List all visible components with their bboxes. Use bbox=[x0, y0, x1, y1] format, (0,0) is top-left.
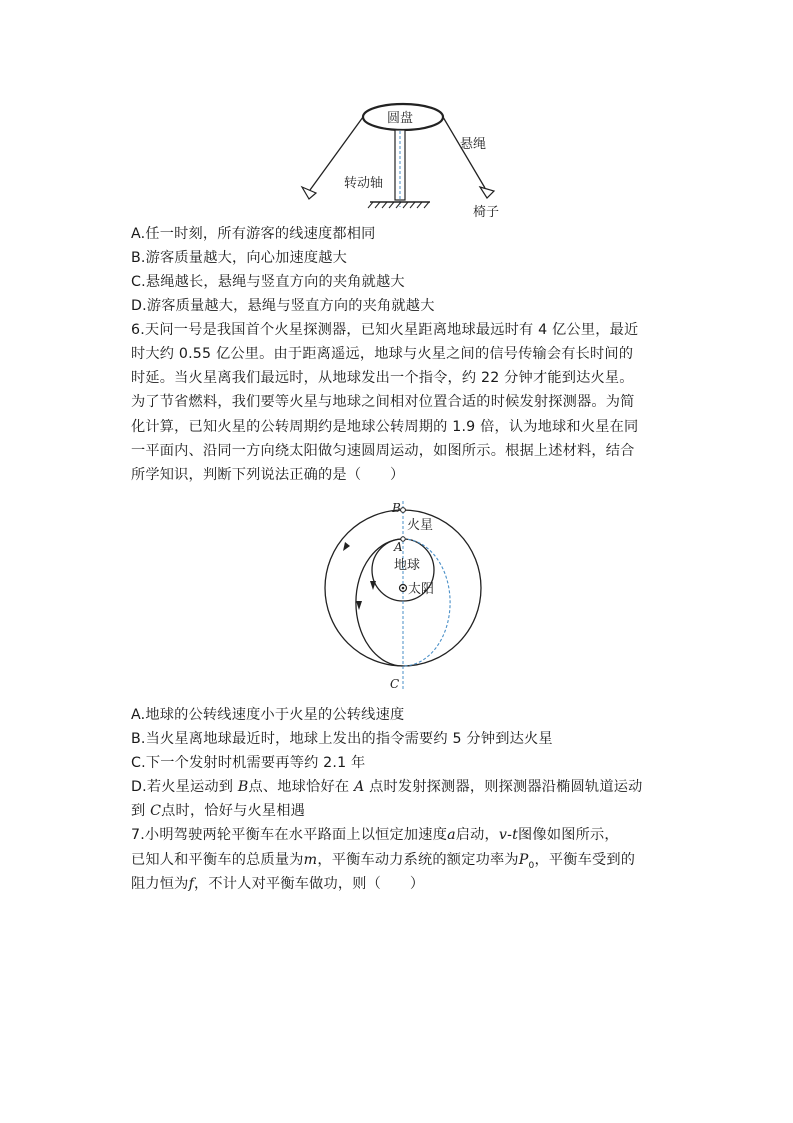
q7-var-vt: v-t bbox=[498, 827, 519, 843]
q6-option-d-text: 点时发射探测器，则探测器沿椭圆轨道运动 bbox=[364, 779, 643, 795]
q7-stem-line bbox=[131, 874, 424, 894]
q6-stem-line: 化计算，已知火星的公转周期约是地球公转周期的 1.9 倍，认为地球和火星在同 bbox=[131, 419, 639, 435]
q6-option-d-text: 到 bbox=[131, 803, 151, 819]
q6-option-d-var-c: C bbox=[150, 803, 162, 819]
axle bbox=[395, 130, 405, 200]
orbit-figure bbox=[318, 495, 498, 695]
right-chair bbox=[480, 187, 494, 198]
probe-direction-arrow bbox=[356, 601, 362, 610]
q6-stem-line: 一平面内、沿同一方向绕太阳做匀速圆周运动，如图所示。根据上述材料，结合 bbox=[131, 443, 635, 459]
q6-option-d-var-b: B bbox=[237, 779, 249, 795]
q6-option-d bbox=[131, 777, 642, 797]
sun-core bbox=[402, 587, 405, 590]
q6-stem-line: 时延。当火星离我们最远时，从地球发出一个指令，约 22 分钟才能到达火星。 bbox=[131, 370, 634, 386]
label-earth: 地球 bbox=[394, 558, 421, 573]
q5-option-a: A.任一时刻，所有游客的线速度都相同 bbox=[131, 226, 376, 242]
label-sun: 太阳 bbox=[408, 582, 435, 597]
q6-option-c: C.下一个发射时机需要再等约 2.1 年 bbox=[131, 755, 366, 771]
q7-text: 启动， bbox=[455, 827, 499, 843]
q7-var-a: a bbox=[447, 827, 456, 843]
q6-stem-line: 时大约 0.55 亿公里。由于距离遥远，地球与火星之间的信号传输会有长时间的 bbox=[131, 346, 634, 362]
label-a: A bbox=[394, 540, 403, 554]
q6-option-a: A.地球的公转线速度小于火星的公转线速度 bbox=[131, 707, 405, 723]
q7-text: 阻力恒为 bbox=[131, 876, 189, 892]
axle-label: 转动轴 bbox=[344, 176, 384, 191]
q7-stem-line bbox=[131, 825, 619, 845]
q6-option-b: B.当火星离地球最近时，地球上发出的指令需要约 5 分钟到达火星 bbox=[131, 731, 553, 747]
q7-text: ，平衡车动力系统的额定功率为 bbox=[317, 852, 519, 868]
label-c: C bbox=[390, 677, 400, 691]
q7-var-f: f bbox=[188, 876, 195, 892]
q5-option-c: C.悬绳越长，悬绳与竖直方向的夹角就越大 bbox=[131, 274, 405, 290]
q6-option-d-text: D.若火星运动到 bbox=[131, 779, 238, 795]
q7-text: ，平衡车受到的 bbox=[534, 852, 636, 868]
rope-label: 悬绳 bbox=[460, 137, 487, 152]
q7-text: 7.小明驾驶两轮平衡车在水平路面上以恒定加速度 bbox=[131, 827, 448, 843]
q6-option-d-text: 点时，恰好与火星相遇 bbox=[161, 803, 306, 819]
q7-var-p: P bbox=[518, 852, 529, 868]
q6-stem-line: 6.天问一号是我国首个火星探测器，已知火星距离地球最远时有 4 亿公里，最近 bbox=[131, 322, 639, 338]
q7-text: ，不计人对平衡车做功，则（ ） bbox=[194, 876, 425, 892]
right-rope bbox=[443, 117, 485, 188]
chair-label: 椅子 bbox=[473, 205, 500, 220]
q7-text: 图像如图所示， bbox=[518, 827, 619, 843]
left-chair bbox=[302, 187, 316, 199]
q7-var-p-sub: 0 bbox=[528, 860, 535, 871]
q6-option-d-var-a: A bbox=[353, 779, 365, 795]
earth-direction-arrow bbox=[370, 581, 376, 590]
q7-var-m: m bbox=[303, 852, 318, 868]
q6-option-d-cont bbox=[131, 801, 305, 821]
mars-direction-arrow bbox=[343, 542, 350, 551]
label-b: B bbox=[392, 501, 401, 515]
q6-option-d-text: 点、地球恰好在 bbox=[248, 779, 354, 795]
q6-stem-line: 所学知识，判断下列说法正确的是（ ） bbox=[131, 467, 405, 483]
point-b bbox=[401, 508, 406, 513]
q6-stem-line: 为了节省燃料，我们要等火星与地球之间相对位置合适的时候发射探测器。为简 bbox=[131, 394, 635, 410]
label-mars: 火星 bbox=[407, 518, 434, 533]
q7-text: 已知人和平衡车的总质量为 bbox=[131, 852, 304, 868]
disc-label: 圆盘 bbox=[387, 111, 414, 126]
ground-hatching bbox=[368, 202, 429, 208]
q5-option-b: B.游客质量越大，向心加速度越大 bbox=[131, 250, 348, 266]
q5-option-d: D.游客质量越大，悬绳与竖直方向的夹角就越大 bbox=[131, 298, 435, 314]
rotating-disc-figure bbox=[290, 95, 520, 225]
q7-stem-line bbox=[131, 850, 635, 876]
